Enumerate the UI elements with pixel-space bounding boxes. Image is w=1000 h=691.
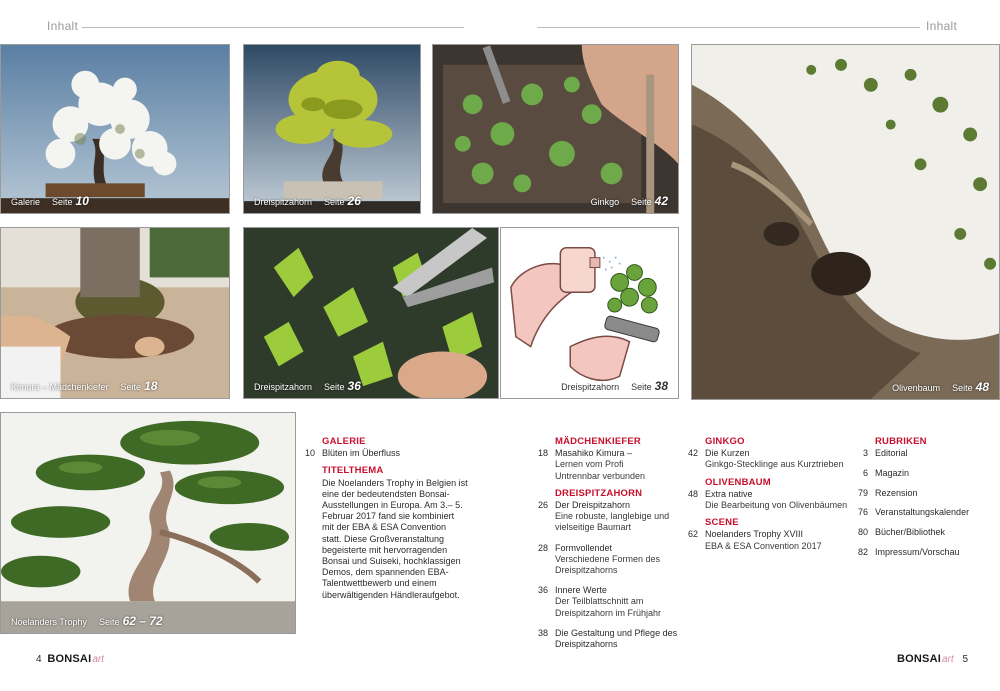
ginkgo-seedlings-image — [433, 45, 678, 213]
toc-heading-titelthema: TITELTHEMA — [322, 465, 384, 477]
photo-kimura[interactable] — [0, 227, 230, 399]
footer-left — [36, 653, 104, 665]
toc-entry[interactable]: 42 Die Kurzen Ginkgo-Stecklinge aus Kurztrieben — [687, 448, 844, 470]
toc-entry[interactable]: 76 Veranstaltungskalender — [857, 507, 970, 518]
photo-olivenbaum[interactable] — [691, 44, 1000, 400]
photo-caption: Galerie Seite 10 — [11, 194, 89, 208]
toc-entry[interactable]: 26 Der Dreispitzahorn Eine robuste, langlebige und vielseitige Baumart — [537, 500, 670, 533]
toc-heading-maedchenkiefer: MÄDCHENKIEFER — [555, 436, 641, 447]
toc-column-3 — [671, 436, 851, 558]
toc-entry[interactable]: 48 Extra native Die Bearbeitung von Olivenbäumen — [687, 488, 848, 511]
header-label-right: Inhalt — [926, 19, 958, 33]
toc-entry[interactable]: 79 Rezension — [857, 487, 918, 498]
pine-repotting-image — [1, 228, 229, 398]
toc-entry[interactable]: 62 Noelanders Trophy XVIII EBA & ESA Convention 2017 — [687, 529, 822, 551]
titelthema-text: Die Noelanders Trophy in Belgien ist eine der bedeutendsten Bonsai-Ausstellungen in Europa. Am 3.– 5. Februar 2017 fand sie kombiniert mit der EBA & ESA Convention statt. Diese Großveranstaltung begeisterte mit hervorragenden Bonsai und Suiseki, hochklassigen Demos, dem spannenden EBA-Talentwettbewerb und einem überwältigenden Händleraufgebot. — [322, 477, 468, 600]
toc-heading-scene: SCENE — [705, 517, 739, 529]
toc-column-1 — [288, 436, 468, 602]
magazine-logo-suffix: art — [92, 654, 104, 665]
photo-dreispitzahorn-38[interactable] — [500, 227, 679, 399]
toc-entry[interactable]: 10 Blüten im Überfluss — [304, 448, 401, 459]
photo-noelanders[interactable] — [0, 412, 296, 634]
photo-caption: Kimura – Mädchenkiefer Seite 18 — [11, 379, 158, 393]
toc-heading-rubriken: RUBRIKEN — [875, 436, 927, 447]
toc-column-2 — [521, 436, 691, 656]
header-rule-right — [537, 27, 920, 28]
leaf-pruning-image — [244, 228, 498, 398]
toc-entry[interactable]: 82 Impressum/Vorschau — [857, 546, 960, 557]
page-number-left: 4 — [36, 654, 42, 665]
photo-caption: Dreispitzahorn Seite 36 — [254, 379, 361, 393]
footer-right — [897, 653, 968, 665]
photo-dreispitzahorn-36[interactable] — [243, 227, 499, 399]
magazine-logo-suffix: art — [941, 654, 954, 665]
toc-entry[interactable]: 18 Masahiko Kimura – Lernen vom Profi Untrennbar verbunden — [537, 448, 646, 481]
photo-galerie[interactable] — [0, 44, 230, 214]
photo-caption: Dreispitzahorn Seite 26 — [254, 194, 361, 208]
magazine-logo: BONSAI — [47, 653, 92, 665]
photo-ginkgo[interactable] — [432, 44, 679, 214]
page-number-right: 5 — [962, 654, 968, 665]
flowering-bonsai-image — [1, 45, 229, 213]
photo-caption: Olivenbaum Seite 48 — [892, 380, 989, 394]
spray-illustration-image — [501, 228, 678, 398]
toc-heading-olivenbaum: OLIVENBAUM — [705, 476, 771, 488]
toc-entry[interactable]: 28 Formvollendet Verschiedene Formen des Dreispitzahorns — [537, 542, 661, 576]
toc-entry[interactable]: 38 Die Gestaltung und Pflege des Dreispitzahorns — [537, 627, 678, 650]
toc-entry[interactable]: 36 Innere Werte Der Teilblattschnitt am Dreispitzahorn im Frühjahr — [537, 585, 662, 618]
magazine-logo: BONSAI — [897, 653, 941, 665]
header-label-left: Inhalt — [47, 19, 79, 33]
pine-bonsai-image — [1, 413, 295, 633]
photo-dreispitzahorn-26[interactable] — [243, 44, 421, 214]
toc-entry[interactable]: 80 Bücher/Bibliothek — [857, 527, 946, 538]
toc-heading-galerie: GALERIE — [322, 436, 366, 447]
header-rule-left — [82, 27, 464, 28]
olive-tree-image — [692, 45, 999, 399]
photo-caption: Noelanders Trophy Seite 62 – 72 — [11, 614, 163, 628]
toc-heading-ginkgo: GINKGO — [705, 436, 745, 447]
toc-column-4 — [841, 436, 996, 564]
toc-entry[interactable]: 3 Editorial — [862, 448, 908, 459]
photo-caption: Dreispitzahorn Seite 38 — [561, 379, 668, 393]
toc-entry[interactable]: 6 Magazin — [862, 467, 910, 478]
photo-caption: Ginkgo Seite 42 — [590, 194, 668, 208]
toc-heading-dreispitzahorn: DREISPITZAHORN — [555, 487, 643, 499]
maple-bonsai-image — [244, 45, 420, 213]
